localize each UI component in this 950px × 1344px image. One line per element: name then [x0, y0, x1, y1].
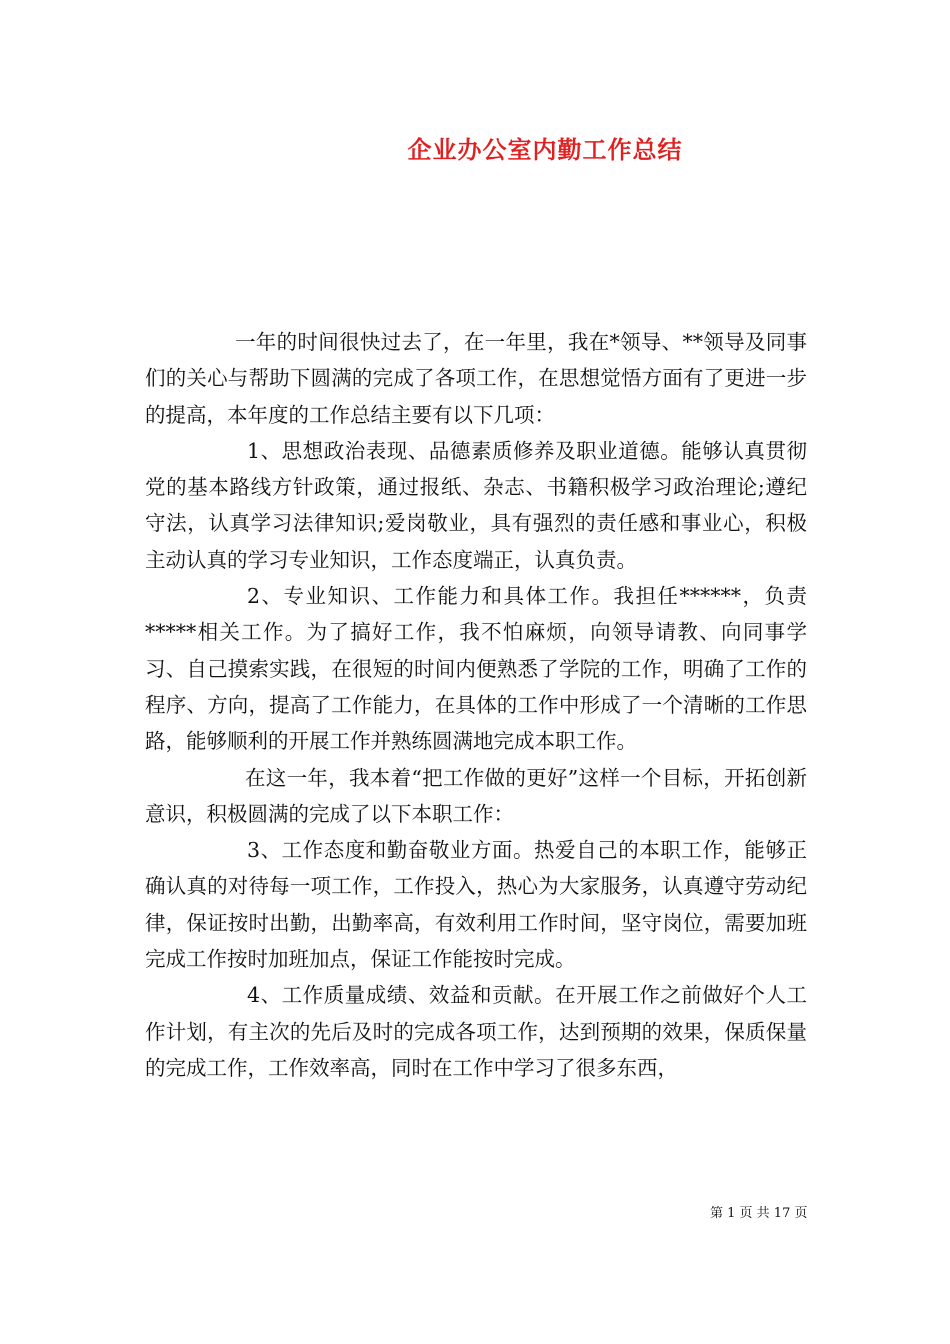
paragraph-transition: 在这一年，我本着“把工作做的更好”这样一个目标，开拓创新意识，积极圆满的完成了以下本职工作：	[145, 765, 807, 826]
page-number-footer: 第 1 页 共 17 页	[710, 1206, 808, 1221]
paragraph-item-1: 1、思想政治表现、品德素质修养及职业道德。能够认真贯彻党的基本路线方针政策，通过报纸、杂志、书籍积极学习政治理论;遵纪守法，认真学习法律知识;爱岗敬业，具有强烈的责任感和事业心，积极主动认真的学习专业知识，工作态度端正，认真负责。	[145, 438, 807, 572]
document-body	[145, 324, 807, 1086]
paragraph-item-2: 2、专业知识、工作能力和具体工作。我担任******，负责*****相关工作。为了搞好工作，我不怕麻烦，向领导请教、向同事学习、自己摸索实践，在很短的时间内便熟悉了学院的工作，明确了工作的程序、方向，提高了工作能力，在具体的工作中形成了一个清晰的工作思路，能够顺利的开展工作并熟练圆满地完成本职工作。	[145, 584, 807, 754]
paragraph-item-3: 3、工作态度和勤奋敬业方面。热爱自己的本职工作，能够正确认真的对待每一项工作，工作投入，热心为大家服务，认真遵守劳动纪律，保证按时出勤，出勤率高，有效利用工作时间，坚守岗位，需要加班完成工作按时加班加点，保证工作能按时完成。	[145, 838, 807, 972]
document-title: 企业办公室内勤工作总结	[407, 136, 683, 164]
paragraph-intro: 一年的时间很快过去了，在一年里，我在*领导、**领导及同事们的关心与帮助下圆满的完成了各项工作，在思想觉悟方面有了更进一步的提高，本年度的工作总结主要有以下几项：	[145, 330, 807, 427]
paragraph-item-4: 4、工作质量成绩、效益和贡献。在开展工作之前做好个人工作计划，有主次的先后及时的完成各项工作，达到预期的效果，保质保量的完成工作，工作效率高，同时在工作中学习了很多东西，	[145, 983, 807, 1080]
